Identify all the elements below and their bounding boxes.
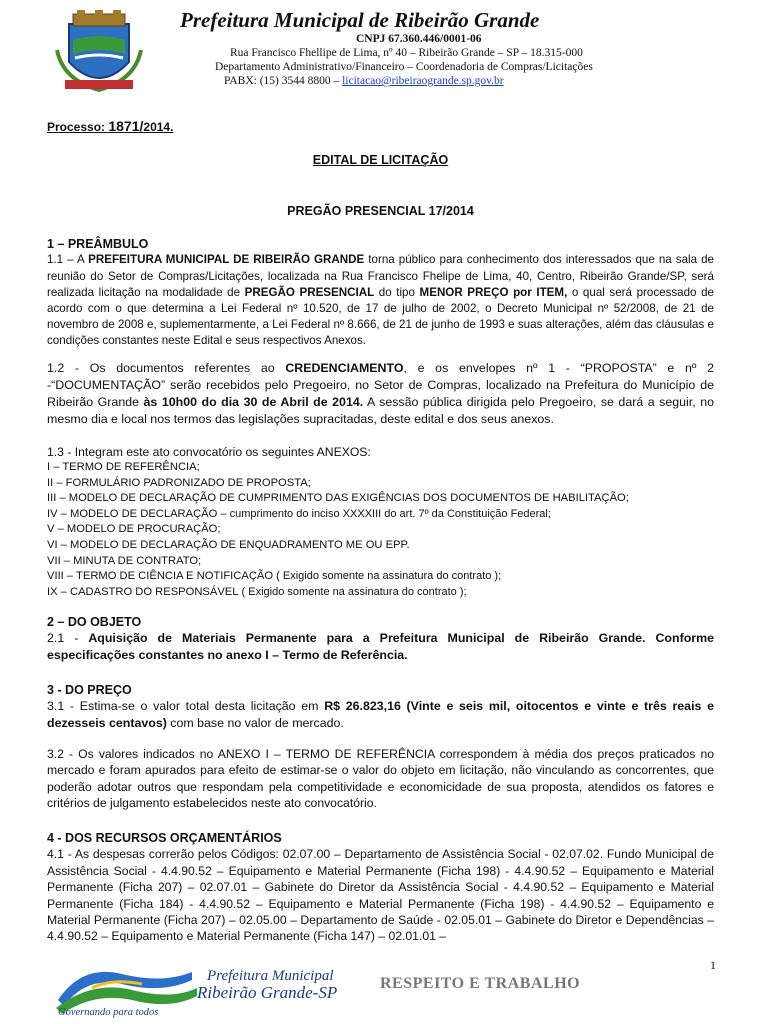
email-link[interactable]: licitacao@ribeiraogrande.sp.gov.br	[342, 75, 504, 87]
p31-c: com base no valor de mercado.	[166, 715, 344, 730]
footer-logo-line1: Prefeitura Municipal	[207, 968, 334, 984]
processo-number: 1871/	[108, 118, 144, 134]
annexes-intro: 1.3 - Integram este ato convocatório os seguintes ANEXOS:	[47, 445, 371, 459]
municipality-title: Prefeitura Municipal de Ribeirão Grande	[180, 8, 540, 32]
paragraph-2-1	[47, 630, 714, 663]
address-line: Rua Francisco Fhellipe de Lima, nº 40 – Ribeirão Grande – SP – 18.315-000	[230, 47, 583, 59]
p11-c: torna público para conhecimento dos interessados que na sala de reunião do Setor de Compras/Licitações, localizada na Rua Francisco Fhelipe de Lima, 40, Centro, Ribeirão Grande/SP, será realizada licitação na modalidade de	[47, 253, 714, 299]
edital-title: EDITAL DE LICITAÇÃO	[312, 153, 449, 167]
cnpj-line: CNPJ 67.360.446/0001-06	[356, 33, 482, 45]
annex-item-note: ( Exigido somente na assinatura do contrato );	[238, 585, 467, 598]
paragraph-3-1	[47, 698, 714, 731]
processo-label: Processo:	[47, 120, 109, 134]
p31-b: R$ 26.823,16 (Vinte e seis mil, oitocentos e vinte e três reais e dezesseis centavos)	[47, 699, 714, 730]
p32-text: 3.2 - Os valores indicados no ANEXO I – TERMO DE REFERÊNCIA correspondem à média dos preços praticados no mercado e foram apurados para efeito de estimar-se o valor do objeto em licitação, não vinculando as concorrentes, que poderão adotar outros que respondam pela competitividade e economicidade de sua proposta, atendidos os fatores e critérios de julgamento estabelecidos neste ato convocatório.	[47, 747, 714, 811]
annex-item	[47, 507, 714, 523]
annex-item: V – MODELO DE PROCURAÇÃO;	[47, 523, 221, 536]
annex-item-note: ( Exigido somente na assinatura do contrato );	[273, 570, 502, 583]
p11-a: 1.1 – A	[47, 253, 89, 267]
footer-logo-line2: Ribeirão Grande-SP	[197, 983, 338, 1002]
annex-item: II – FORMULÁRIO PADRONIZADO DE PROPOSTA;	[47, 476, 311, 489]
section-1	[47, 236, 714, 350]
paragraph-4-1: 4.1 - As despesas correrão pelos Códigos: 02.07.00 – Departamento de Assistência Social - 02.07.02. Fundo Municipal de Assistência Social - 4.4.90.52 – Equipamento e Material Permanente (Ficha 198) - 4.4.90.52 – Equipamento e Material Permanente (Ficha 207) – 02.07.01 – Gabinete do Diretor da Assistência Social - 4.4.90.52 – Equipamento e Material Permanente (Ficha 184) - 4.4.90.52 – Equipamento e Material Permanente (Ficha 198) - 4.4.90.52 – Equipamento e Material Permanente (Ficha 207) – 02.05.00 – Departamento de Saúde - 02.05.01 – Gabinete do Diretor e Dependências – 4.4.90.52 – Equipamento e Material Permanente (Ficha 147) – 02.01.01 –	[47, 847, 714, 944]
p11-g: o qual será processado de acordo com o que determina a Lei Federal nº 10.520, de 17 de julho de 2002, o Decreto Municipal nº 52/2008, de 21 de novembro de 2008 e, suplementarmente, a Lei Federal nº 8.666, de 21 de junho de 1993 e suas alterações, além das cláusulas e condições constantes neste Edital e seus respectivos Anexos.	[47, 285, 714, 348]
annex-item: I – TERMO DE REFERÊNCIA;	[47, 461, 200, 473]
p21-b: Aquisição de Materiais Permanente para a Prefeitura Municipal de Ribeirão Grande. Conforme especificações constantes no anexo I – Termo de Referência.	[47, 631, 714, 662]
p12-a: 1.2 - Os documentos referentes ao	[47, 361, 286, 375]
processo-line	[47, 118, 714, 135]
pregao-title: PREGÃO PRESENCIAL 17/2014	[287, 204, 474, 218]
p12-c: , e os envelopes nº 1 - “PROPOSTA” e nº 2 -“DOCUMENTAÇÃO” serão recebidos pelo Pregoeiro, no Setor de Compras, localizado na Prefeitura do Município de Ribeirão Grande	[47, 361, 714, 409]
municipal-crest-logo	[55, 10, 143, 94]
section-2-heading: 2 – DO OBJETO	[47, 615, 142, 629]
section-4	[47, 830, 714, 945]
p31-a: 3.1 - Estima-se o valor total desta licitação em	[47, 699, 325, 714]
paragraph-1-2	[47, 360, 714, 428]
processo-year: 2014.	[143, 120, 174, 134]
annex-item: VI – MODELO DE DECLARAÇÃO DE ENQUADRAMENTO ME OU EPP.	[47, 538, 410, 551]
annex-item-label: IX – CADASTRO DO RESPONSÁVEL	[47, 585, 239, 598]
section-1-heading: 1 – PREÂMBULO	[47, 237, 149, 251]
section-2	[47, 614, 714, 663]
annex-item-label: IV – MODELO DE DECLARAÇÃO	[47, 507, 218, 520]
p12-b: CREDENCIAMENTO	[285, 361, 404, 375]
pabx-text: PABX: (15) 3544 8800 –	[224, 75, 343, 87]
paragraph-1-3	[47, 444, 714, 460]
footer-logo-slogan: Governando para todos	[58, 1007, 159, 1018]
page-number: 1	[710, 958, 716, 972]
section-3	[47, 682, 714, 731]
paragraph-1-1	[47, 252, 714, 349]
p12-d: às 10h00 do dia 30 de Abril de 2014.	[143, 395, 364, 409]
annex-item-label: VIII – TERMO DE CIÊNCIA E NOTIFICAÇÃO	[47, 570, 274, 583]
contact-line	[224, 75, 504, 87]
annex-item: III – MODELO DE DECLARAÇÃO DE CUMPRIMENTO DAS EXIGÊNCIAS DOS DOCUMENTOS DE HABILITAÇÃO;	[47, 492, 629, 505]
section-3-heading: 3 - DO PREÇO	[47, 683, 132, 697]
annex-list	[47, 460, 714, 600]
footer-logo	[52, 960, 372, 1018]
annex-item	[47, 569, 714, 585]
department-line: Departamento Administrativo/Financeiro – Coordenadoria de Compras/Licitações	[215, 61, 593, 73]
annex-item-note: – cumprimento do inciso XXXXIII do art. 7º da Constituição Federal;	[217, 507, 551, 520]
section-4-heading: 4 - DOS RECURSOS ORÇAMENTÁRIOS	[47, 831, 282, 845]
paragraph-3-2	[47, 746, 714, 812]
footer-motto: RESPEITO E TRABALHO	[380, 975, 581, 992]
p21-a: 2.1 -	[47, 631, 89, 646]
annex-item	[47, 585, 714, 601]
p11-b: PREFEITURA MUNICIPAL DE RIBEIRÃO GRANDE	[88, 253, 365, 267]
p11-f: MENOR PREÇO por ITEM,	[419, 285, 568, 299]
p11-d: PREGÃO PRESENCIAL	[244, 285, 375, 299]
p11-e: do tipo	[374, 285, 420, 299]
annex-item: VII – MINUTA DE CONTRATO;	[47, 554, 202, 567]
p12-e: A sessão pública dirigida pelo Pregoeiro, se dará a seguir, no mesmo dia e local nos termos das legislações supracitadas, deste edital e dos seus anexos.	[47, 395, 714, 426]
